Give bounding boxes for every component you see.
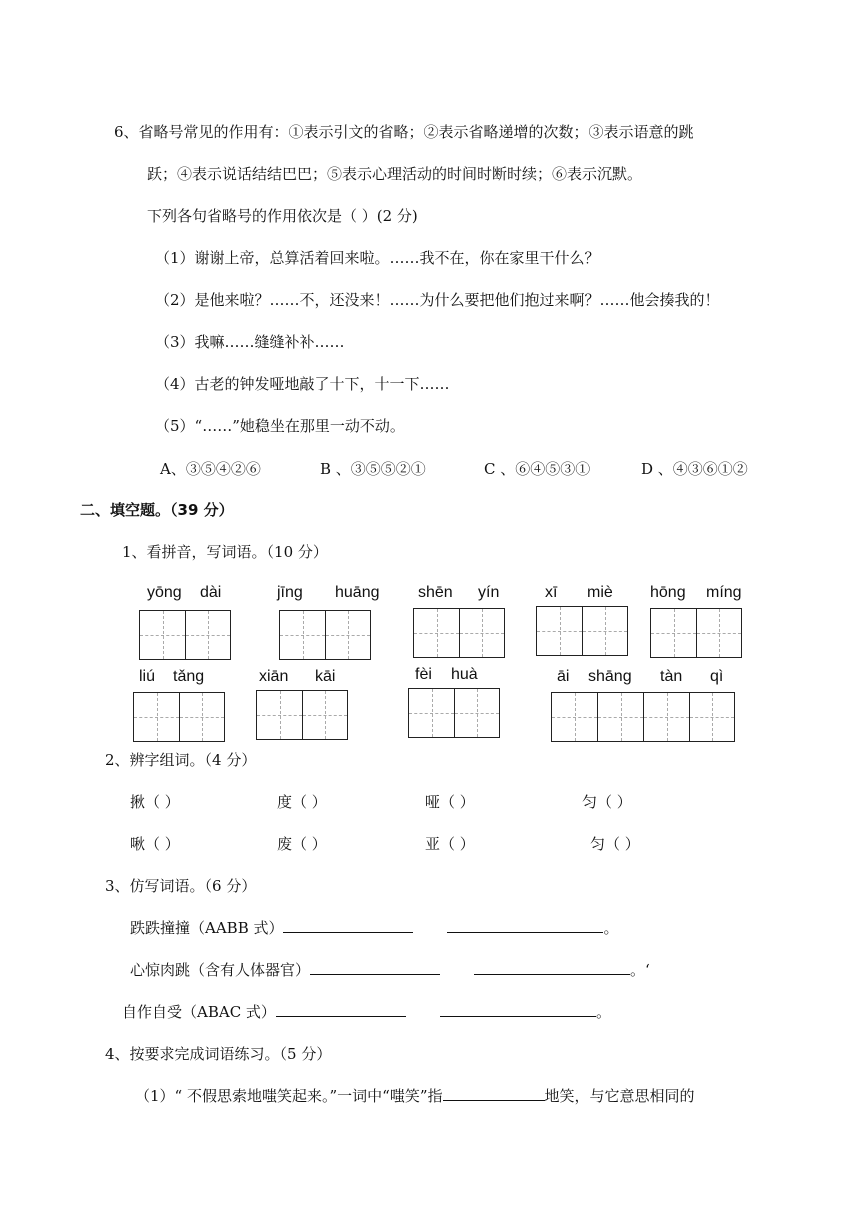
q3-title: 3、仿写词语。（6 分） [105, 877, 257, 895]
pinyin-4a: xī [545, 584, 558, 601]
writing-grid-2[interactable] [279, 610, 371, 660]
q6-sentence-4: （4）古老的钟发哑地敲了十下，十一下…… [155, 375, 450, 393]
q4-line-b: 地笑，与它意思相同的 [544, 1087, 695, 1105]
answer-blank[interactable] [276, 1002, 406, 1017]
q2-item-3[interactable]: 哑（ ） [425, 793, 475, 811]
pinyin-9c: tàn [660, 668, 683, 685]
q2-item-8[interactable]: 匀（ ） [590, 835, 640, 853]
grid-cell[interactable] [179, 693, 225, 741]
answer-blank[interactable] [474, 960, 630, 975]
q1-title: 1、看拼音，写词语。（10 分） [122, 543, 328, 561]
pinyin-6b: tǎng [173, 668, 205, 685]
grid-cell[interactable] [256, 691, 302, 739]
pinyin-7b: kāi [315, 668, 336, 685]
q2-item-6[interactable]: 废（ ） [277, 835, 327, 853]
q3-item-3 [122, 1002, 611, 1022]
answer-blank[interactable] [283, 918, 413, 933]
grid-cell[interactable] [413, 609, 459, 657]
writing-grid-7[interactable] [256, 690, 348, 740]
q2-item-7[interactable]: 亚（ ） [425, 835, 475, 853]
answer-blank[interactable] [443, 1086, 545, 1101]
q3-item-2-label: 心惊肉跳（含有人体器官） [130, 961, 311, 979]
q4-item-1 [135, 1086, 695, 1106]
grid-cell[interactable] [551, 693, 597, 741]
grid-cell[interactable] [139, 611, 185, 659]
pinyin-9b: shāng [588, 668, 632, 685]
q3-item-1-end: 。 [603, 919, 619, 937]
pinyin-9d: qì [710, 668, 724, 685]
pinyin-8b: huà [451, 666, 478, 683]
pinyin-2a: jīng [277, 584, 303, 601]
pinyin-2b: huāng [335, 584, 380, 601]
writing-grid-1[interactable] [139, 610, 231, 660]
answer-blank[interactable] [447, 918, 603, 933]
q3-item-3-label: 自作自受（ABAC 式） [122, 1003, 276, 1021]
writing-grid-3[interactable] [413, 608, 505, 658]
q6-option-b: B 、③⑤⑤②① [320, 460, 426, 478]
q4-line-a: （1）“ 不假思索地嗤笑起来。”一词中“嗤笑”指 [135, 1087, 443, 1105]
q6-sentence-5: （5）“……”她稳坐在那里一动不动。 [155, 417, 405, 435]
pinyin-4b: miè [587, 584, 613, 601]
grid-cell[interactable] [582, 607, 628, 655]
q6-line-1: 6、省略号常见的作用有：①表示引文的省略；②表示省略递增的次数；③表示语意的跳 [114, 123, 694, 141]
q2-item-2[interactable]: 度（ ） [277, 793, 327, 811]
writing-grid-5[interactable] [650, 608, 742, 658]
pinyin-5b: míng [706, 584, 742, 601]
grid-cell[interactable] [302, 691, 348, 739]
q6-sentence-2: （2）是他来啦？……不，还没来！……为什么要把他们抱过来啊？……他会揍我的！ [155, 291, 720, 309]
q3-item-1 [130, 918, 619, 938]
grid-cell[interactable] [454, 689, 500, 737]
grid-cell[interactable] [325, 611, 371, 659]
grid-cell[interactable] [279, 611, 325, 659]
pinyin-6a: liú [139, 668, 156, 685]
pinyin-1b: dài [200, 584, 222, 601]
q6-option-c: C 、⑥④⑤③① [484, 460, 591, 478]
pinyin-1a: yōng [147, 584, 182, 601]
grid-cell[interactable] [536, 607, 582, 655]
q3-item-1-label: 跌跌撞撞（AABB 式） [130, 919, 284, 937]
writing-grid-6[interactable] [133, 692, 225, 742]
q2-item-5[interactable]: 啾（ ） [130, 835, 180, 853]
q3-item-3-end: 。 [595, 1003, 611, 1021]
pinyin-3b: yín [478, 584, 500, 601]
writing-grid-8[interactable] [408, 688, 500, 738]
grid-cell[interactable] [597, 693, 643, 741]
pinyin-7a: xiān [259, 668, 289, 685]
q2-item-1[interactable]: 揪（ ） [130, 793, 180, 811]
q6-sentence-3: （3）我嘛……缝缝补补…… [155, 333, 345, 351]
pinyin-8a: fèi [415, 666, 432, 683]
q6-line-2: 跃；④表示说话结结巴巴；⑤表示心理活动的时间时断时续；⑥表示沉默。 [147, 165, 643, 183]
grid-cell[interactable] [185, 611, 231, 659]
q3-item-2 [130, 960, 650, 980]
grid-cell[interactable] [408, 689, 454, 737]
section-2-title: 二、填空题。（39 分） [80, 501, 234, 519]
q6-option-d: D 、④③⑥①② [641, 460, 748, 478]
q6-prompt: 下列各句省略号的作用依次是（ ）(2 分) [147, 207, 418, 225]
grid-cell[interactable] [696, 609, 742, 657]
q4-title: 4、按要求完成词语练习。（5 分） [105, 1045, 332, 1063]
q6-option-a: A、③⑤④②⑥ [160, 460, 261, 478]
q3-item-2-end: 。‘ [630, 961, 650, 979]
q2-title: 2、辨字组词。（4 分） [105, 751, 257, 769]
grid-cell[interactable] [133, 693, 179, 741]
grid-cell[interactable] [643, 693, 689, 741]
grid-cell[interactable] [459, 609, 505, 657]
grid-cell[interactable] [650, 609, 696, 657]
writing-grid-4[interactable] [536, 606, 628, 656]
q6-sentence-1: （1）谢谢上帝，总算活着回来啦。……我不在，你在家里干什么？ [155, 249, 600, 267]
writing-grid-9[interactable] [551, 692, 735, 742]
pinyin-5a: hōng [650, 584, 686, 601]
answer-blank[interactable] [310, 960, 440, 975]
pinyin-9a: āi [557, 668, 570, 685]
grid-cell[interactable] [689, 693, 735, 741]
answer-blank[interactable] [440, 1002, 596, 1017]
q2-item-4[interactable]: 匀（ ） [582, 793, 632, 811]
pinyin-3a: shēn [418, 584, 453, 601]
